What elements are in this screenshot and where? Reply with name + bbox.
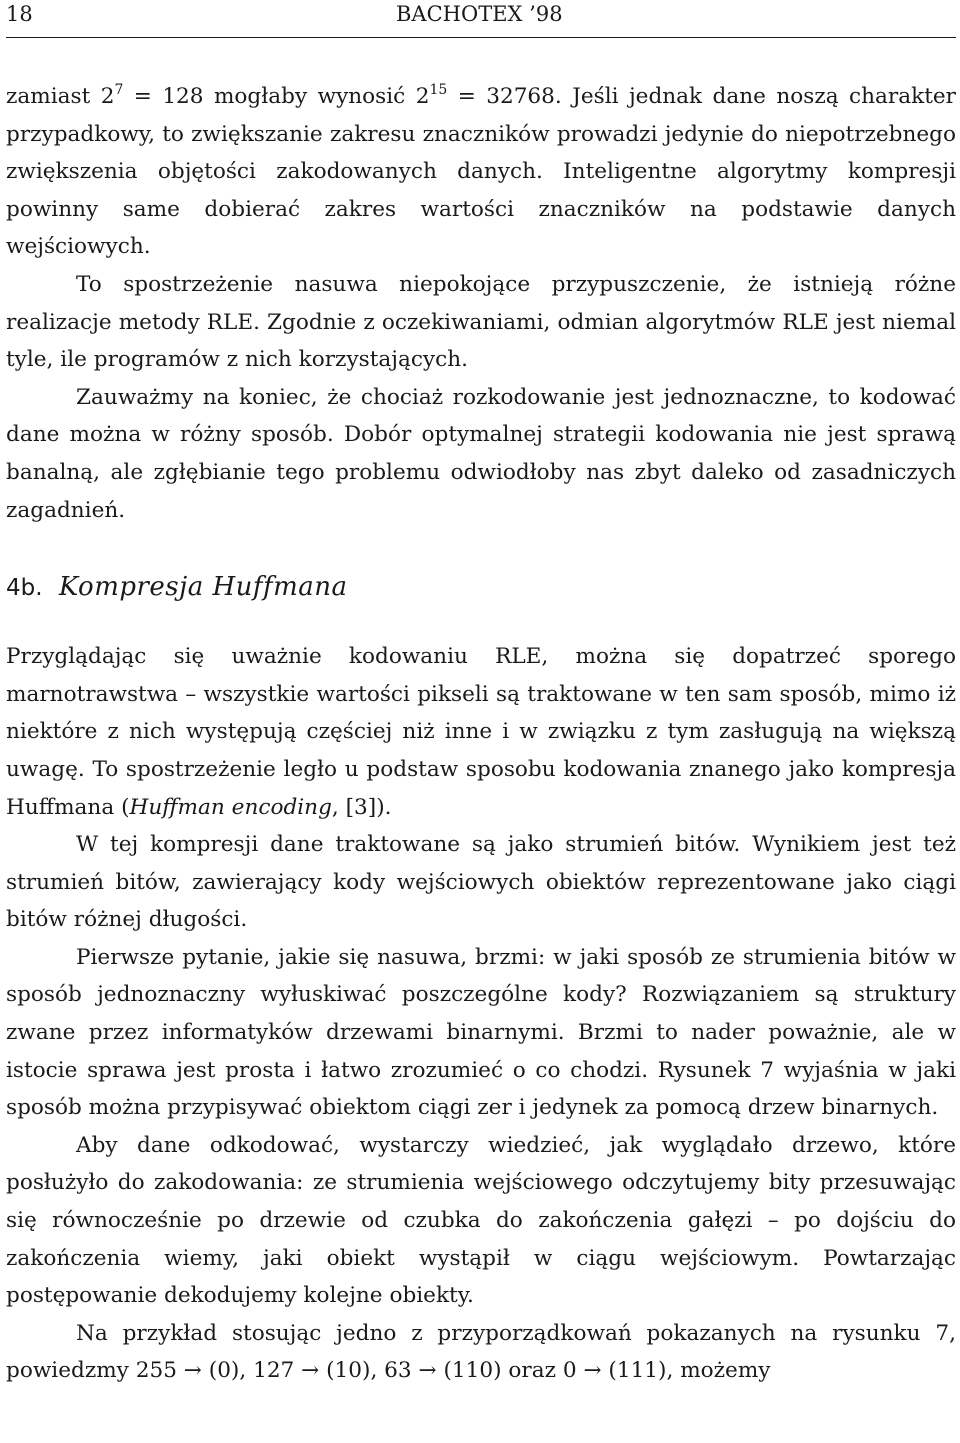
text-run: Przyglądając się uważnie kodowaniu RLE, można się dopatrzeć sporego marnotrawstwa – wszystkie wartości pikseli są traktowane w ten sam sposób, mimo iż niektóre z nich występują częściej niż inne i w związku z tym zasługują na większą uwagę. To spostrzeżenie legło u podstaw sposobu kodowania znanego jako kompresja Huffmana ( xyxy=(6,644,956,820)
text-run: Zauważmy na koniec, że chociaż rozkodowanie jest jednoznaczne, to kodować dane można w różny sposób. Dobór optymalnej strategii kodowania nie jest sprawą banalną, ale zgłębianie tego problemu odwiodłoby nas zbyt daleko od zasadniczych zagadnień. xyxy=(6,384,956,523)
header-rule xyxy=(6,37,956,38)
text-run: W tej kompresji dane traktowane są jako strumień bitów. Wynikiem jest też strumień bitów, zawierający kody wejściowych obiektów reprezentowane jako ciągi bitów różnej długości. xyxy=(6,832,956,933)
text-run: Pierwsze pytanie, jakie się nasuwa, brzmi: w jaki sposób ze strumienia bitów w sposób jednoznaczny wyłuskiwać poszczególne kody? Rozwiązaniem są struktury zwane przez informatyków drzewami binarnymi. Brzmi to nader poważnie, ale w istocie sprawa jest prosta i łatwo zrozumieć o co chodzi. Rysunek 7 wyjaśnia w jaki sposób można przypisywać obiektom ciągi zer i jedynek za pomocą drzew binarnych. xyxy=(6,944,956,1121)
superscript: 7 xyxy=(114,82,124,98)
running-header xyxy=(6,2,956,26)
paragraph-p2 xyxy=(6,266,956,379)
superscript: 15 xyxy=(429,82,448,98)
paragraph-p6 xyxy=(6,939,956,1127)
text-run: zamiast 2 xyxy=(6,84,115,109)
paragraphs-after-section xyxy=(6,638,956,1390)
text-run: Aby dane odkodować, wystarczy wiedzieć, jak wyglądało drzewo, które posłużyło do zakodowania: ze strumienia wejściowego odczytujemy bity przesuwając się równocześnie po drzewie od czubka do zakończenia gałęzi – po dojściu do zakończenia wiemy, jaki obiekt wystąpił w ciągu wejściowym. Powtarzając postępowanie dekodujemy kolejne obiekty. xyxy=(6,1132,956,1309)
section-number: 4b. xyxy=(6,575,43,602)
paragraph-p3 xyxy=(6,379,956,529)
section-heading xyxy=(6,571,956,604)
text-run: = 128 mogłaby wynosić 2 xyxy=(123,84,430,109)
page-number: 18 xyxy=(6,2,33,26)
paragraph-p8 xyxy=(6,1315,956,1390)
text-run: To spostrzeżenie nasuwa niepokojące przypuszczenie, że istnieją różne realizacje metody RLE. Zgodnie z oczekiwaniami, odmian algorytmów RLE jest niemal tyle, ile programów z nich korzystających. xyxy=(6,271,956,373)
paragraphs-before-section xyxy=(6,78,956,529)
paragraph-p1 xyxy=(6,78,956,266)
text-run: , [3]). xyxy=(331,794,392,820)
paragraph-p4 xyxy=(6,638,956,826)
paragraph-p5 xyxy=(6,826,956,939)
text-run: = 32768. Jeśli jednak dane noszą charakter przypadkowy, to zwiększanie zakresu znaczników prowadzi jedynie do niepotrzebnego zwiększenia objętości zakodowanych danych. Inteligentne algorytmy kompresji powinny same dobierać zakres wartości znaczników na podstawie danych wejściowych. xyxy=(6,84,956,260)
section-title: Kompresja Huffmana xyxy=(58,572,348,603)
journal-title: BACHOTEX ’98 xyxy=(396,2,563,26)
document-page xyxy=(6,0,956,1390)
body-text xyxy=(6,78,956,1390)
emphasis-text: Huffman encoding xyxy=(129,794,332,820)
paragraph-p7 xyxy=(6,1127,956,1315)
text-run: Na przykład stosując jedno z przyporządkowań pokazanych na rysunku 7, powiedzmy 255 → (0), 127 → (10), 63 → (110) oraz 0 → (111), możemy xyxy=(6,1320,956,1384)
